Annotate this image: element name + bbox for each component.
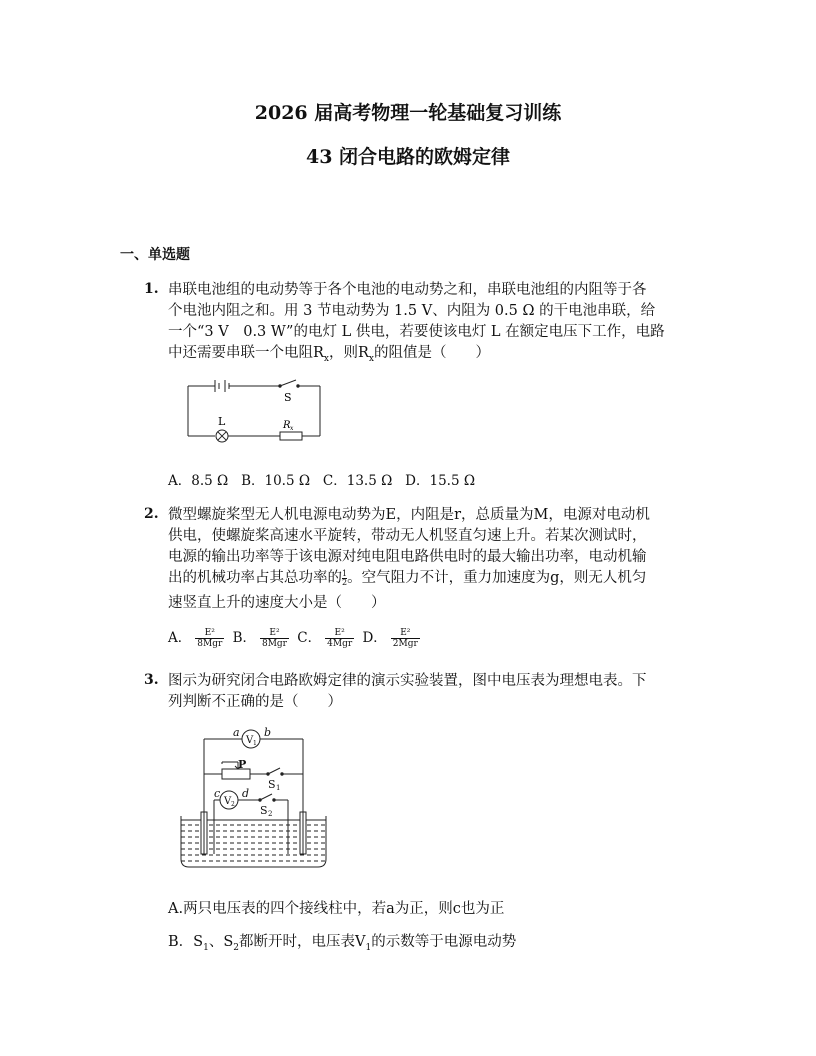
question-2-line-3: 电源的输出功率等于该电源对纯电阻电路供电时的最大输出功率，电动机输 [168,549,647,565]
switch-s1-label: S [268,778,276,791]
option-c[interactable]: C．13.5 Ω [322,473,393,489]
question-3-line-1: 图示为研究闭合电路欧姆定律的演示实验装置，图中电压表为理想电表。下 [168,673,647,689]
terminal-a-label: a [233,726,240,739]
switch-s2-subscript: 2 [268,810,273,818]
question-3-number: 3. [144,672,159,688]
question-1-line-1: 串联电池组的电动势等于各个电池的电动势之和，串联电池组的内阻等于各 [168,282,647,298]
question-2-options [168,626,424,649]
question-3-line-2: 列判断不正确的是（ ） [168,694,342,710]
question-2-number: 2. [144,506,159,522]
page-title: 2026 届高考物理一轮基础复习训练 [254,102,562,124]
option-a[interactable]: A． $\frac{\text{E²}}{\text{8Mgr}}$ [168,628,223,649]
question-1-circuit-diagram [180,374,330,446]
resistor-label: R [283,420,291,431]
terminal-d-label: d [242,787,250,800]
terminal-b-label: b [264,726,272,739]
question-1-line-4: 中还需要串联一个电阻$R_x$，则$R_x$的阻值是（ ） [168,345,490,364]
question-1-options [168,469,475,489]
switch-label: S [284,391,292,404]
question-2-line-1: 微型螺旋桨型无人机电源电动势为E，内阻是r，总质量为M，电源对电动机 [168,507,650,523]
option-a[interactable]: A．8.5 Ω [168,473,229,489]
question-2-line-2: 供电，使螺旋桨高速水平旋转，带动无人机竖直匀速上升。若某次测试时， [168,528,647,544]
lamp-label: L [218,415,226,428]
question-2-line-4: 出的机械功率占其总功率的 $\frac{1}{2}$ 。空气阻力不计，重力加速度为g，则无人机匀 [168,568,647,587]
voltmeter-2-subscript: 2 [231,801,235,808]
voltmeter-2-label: V [224,796,232,807]
rheostat-p-label: P [238,758,247,771]
voltmeter-1-label: V [246,735,254,746]
terminal-c-label: c [214,787,221,800]
option-d[interactable]: D．15.5 Ω [405,473,476,489]
fraction-one-half: $\frac{1}{2}$ [342,568,348,587]
question-3-apparatus-diagram [176,724,336,874]
resistor-subscript: x [290,425,294,432]
question-3-option-b[interactable]: B．$S_1$、$S_2$都断开时，电压表$V_1$的示数等于电源电动势 [168,934,517,953]
option-c[interactable]: C． $\frac{\text{E²}}{\text{4Mgr}}$ [297,628,353,649]
question-2-line-5: 速竖直上升的速度大小是（ ） [168,595,386,611]
option-b[interactable]: B．10.5 Ω [241,473,311,489]
question-1-line-2: 个电池内阻之和。用 3 节电动势为 1.5 V、内阻为 0.5 Ω 的干电池串联，给 [168,303,656,319]
option-d[interactable]: D． $\frac{\text{E²}}{\text{2Mgr}}$ [362,628,418,649]
switch-s2-label: S [260,804,268,817]
page-subtitle: 43 闭合电路的欧姆定律 [305,146,511,168]
question-1-number: 1. [144,281,159,297]
voltmeter-1-subscript: 1 [253,740,257,747]
section-heading: 一、单选题 [120,247,190,263]
switch-s1-subscript: 1 [276,784,281,792]
question-1-line-3: 一个“3 V 0.3 W”的电灯 L 供电，若要使该电灯 L 在额定电压下工作，电路 [168,324,665,340]
option-b[interactable]: B． $\frac{\text{E²}}{\text{8Mgr}}$ [232,628,287,649]
question-3-option-a[interactable]: A.两只电压表的四个接线柱中，若a为正，则c也为正 [168,901,505,917]
